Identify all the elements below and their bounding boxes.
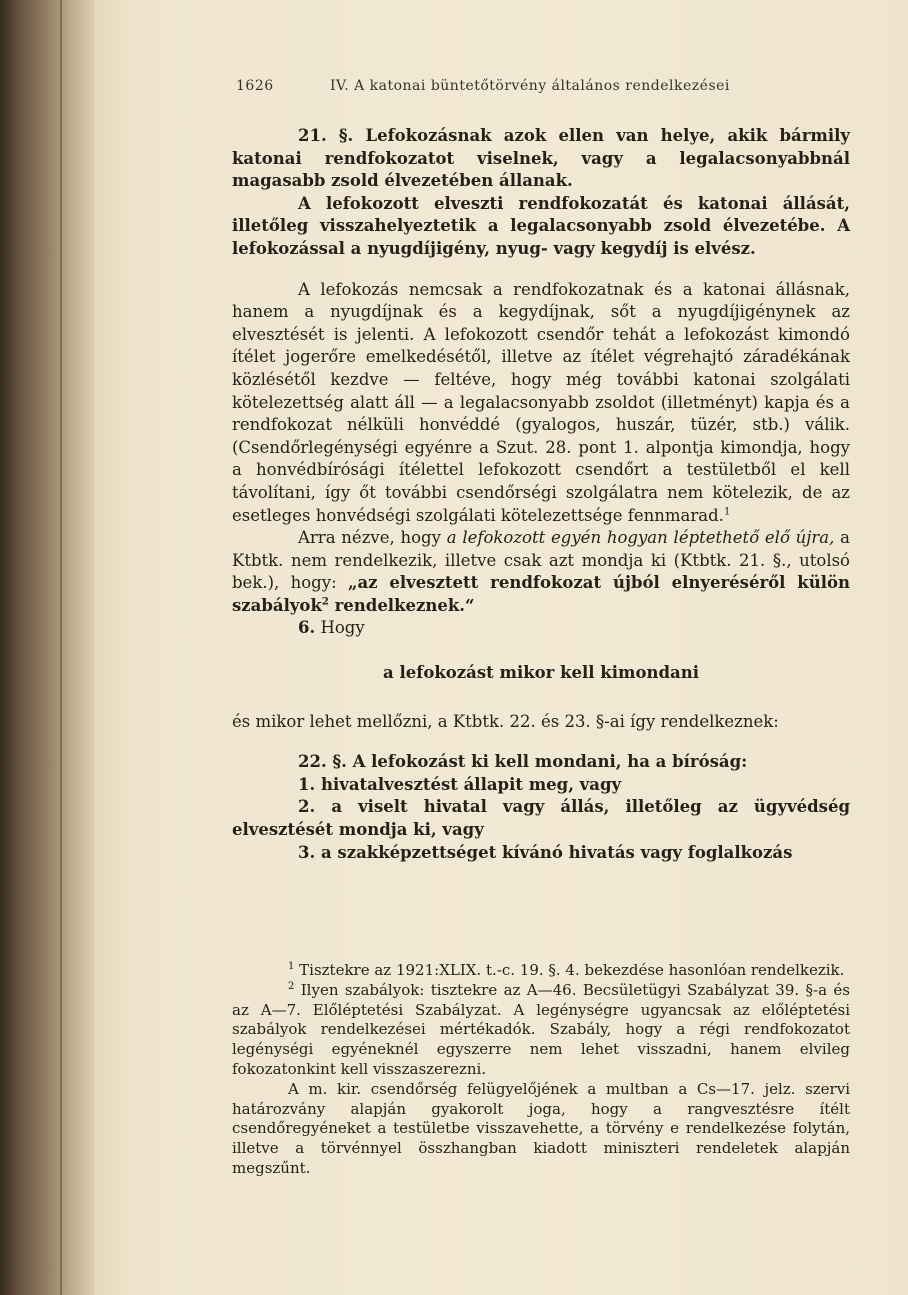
book-binding-shadow xyxy=(0,0,95,1295)
commentary-paragraph-2-middle: a Ktbtk. nem rendelkezik, illetve csak azt mondja ki (Ktbtk. 21. §., utolsó bek.), hogy: xyxy=(232,528,850,593)
footnote-2-continuation: A m. kir. csendőrség felügyelőjének a multban a Cs—17. jelz. szervi határozvány alapján gyakorolt joga, hogy a rangvesztésre ítélt csendőregyéneket a testületbe visszavehette, a törvény e rendelkezése folytán, illetve a törvénnyel összhangban kiadott miniszteri rendeletek alapján megszűnt. xyxy=(232,1079,850,1177)
section-21-paragraph-2: A lefokozott elveszti rendfokozatát és katonai állását, illetőleg visszahelyeztetik a legalacsonyabb zsold élvezetébe. A lefokozással a nyugdíjigény, nyug- vagy kegydíj is elvész. xyxy=(232,193,850,258)
commentary-paragraph-2-quote: „az elvesztett rendfokozat újból elnyeréséről külön szabályok xyxy=(232,573,850,615)
commentary-paragraph-2-lead: Arra nézve, hogy xyxy=(298,528,447,548)
commentary-paragraph-2-quote-end: rendelkeznek.“ xyxy=(328,595,475,615)
footnote-2-text: Ilyen szabályok: tisztekre az A—46. Becsületügyi Szabályzat 39. §-a és az A—7. Előléptetési Szabályzat. A legénységre ugyancsak az előléptetési szabályok rendelkezései mértékadók. Szabály, hogy a régi rendfokozatot legénységi egyéneknél egyszerre nem lehet visszadni, hanem elvileg fokozatonkint kell visszaszerezni. xyxy=(232,980,850,1078)
commentary-paragraph-2 xyxy=(232,527,850,617)
commentary-paragraph-1 xyxy=(232,279,850,528)
commentary-paragraph-2-italic: a lefokozott egyén hogyan léptethető elő újra, xyxy=(446,528,835,548)
commentary-paragraph-1-text: A lefokozás nemcsak a rendfokozatnak és a katonai állásnak, hanem a nyugdíjnak és a kegydíjnak, sőt a nyugdíjigénynek az elvesztését is jelenti. A lefokozott csendőr tehát a lefokozást kimondó ítélet jogerőre emelkedésétől, illetve az ítélet végrehajtó záradékának közlésétől kezdve — feltéve, hogy még további katonai szolgálati kötelezettség alatt áll — a legalacsonyabb zsoldot (illetményt) kapja és a rendfokozat nélküli honvéddé (gyalogos, huszár, tüzér, stb.) válik. (Csendőrlegénységi egyénre a Szut. 28. pont 1. alpontja kimondja, hogy a honvédbírósági ítélettel lefokozott csendőrt a testületből el kell távolítani, így őt további csendőrségi szolgálatra nem kötelezik, de az esetleges honvédségi szolgálati kötelezettsége fennmarad. xyxy=(232,279,850,525)
footnote-1-text: Tisztekre az 1921:XLIX. t.-c. 19. §. 4. bekezdése hasonlóan rendelkezik. xyxy=(294,961,845,979)
footnote-1 xyxy=(232,961,850,981)
section-22-item-3: 3. a szakképzettséget kívánó hivatás vagy foglalkozás xyxy=(298,842,793,862)
running-header xyxy=(236,78,776,94)
commentary-paragraph-4: és mikor lehet mellőzni, a Ktbtk. 22. és 23. §-ai így rendelkeznek: xyxy=(232,711,779,731)
section-22-intro: 22. §. A lefokozást ki kell mondani, ha a bíróság: xyxy=(298,752,748,772)
footnote-2 xyxy=(232,981,850,1080)
section-22-item-1: 1. hivatalvesztést állapit meg, vagy xyxy=(298,774,622,794)
footnote-2-mark: 2 xyxy=(288,980,295,992)
spacer xyxy=(232,261,850,279)
footnotes xyxy=(232,961,850,1179)
commentary-paragraph-3-text: Hogy xyxy=(315,618,365,638)
page-number: 1626 xyxy=(236,78,274,94)
footnote-ref-2: 2 xyxy=(321,596,329,608)
commentary-paragraph-3 xyxy=(232,617,850,640)
paragraph-number: 6. xyxy=(298,618,316,638)
footnote-1-mark: 1 xyxy=(288,961,295,972)
section-21-paragraph-1: 21. §. Lefokozásnak azok ellen van helye, akik bármily katonai rendfokozatot viselnek, vagy a legalacsonyabbnál magasabb zsold élvezetében állanak. xyxy=(232,126,850,191)
section-22-item-2: 2. a viselt hivatal vagy állás, illetőleg az ügyvédség elvesztését mondja ki, vagy xyxy=(232,797,850,840)
main-text xyxy=(232,125,850,864)
footnote-ref-1: 1 xyxy=(723,506,731,517)
running-title: IV. A katonai büntetőtörvény általános rendelkezései xyxy=(330,78,730,94)
section-heading: a lefokozást mikor kell kimondani xyxy=(383,663,699,683)
spacer xyxy=(232,733,850,751)
